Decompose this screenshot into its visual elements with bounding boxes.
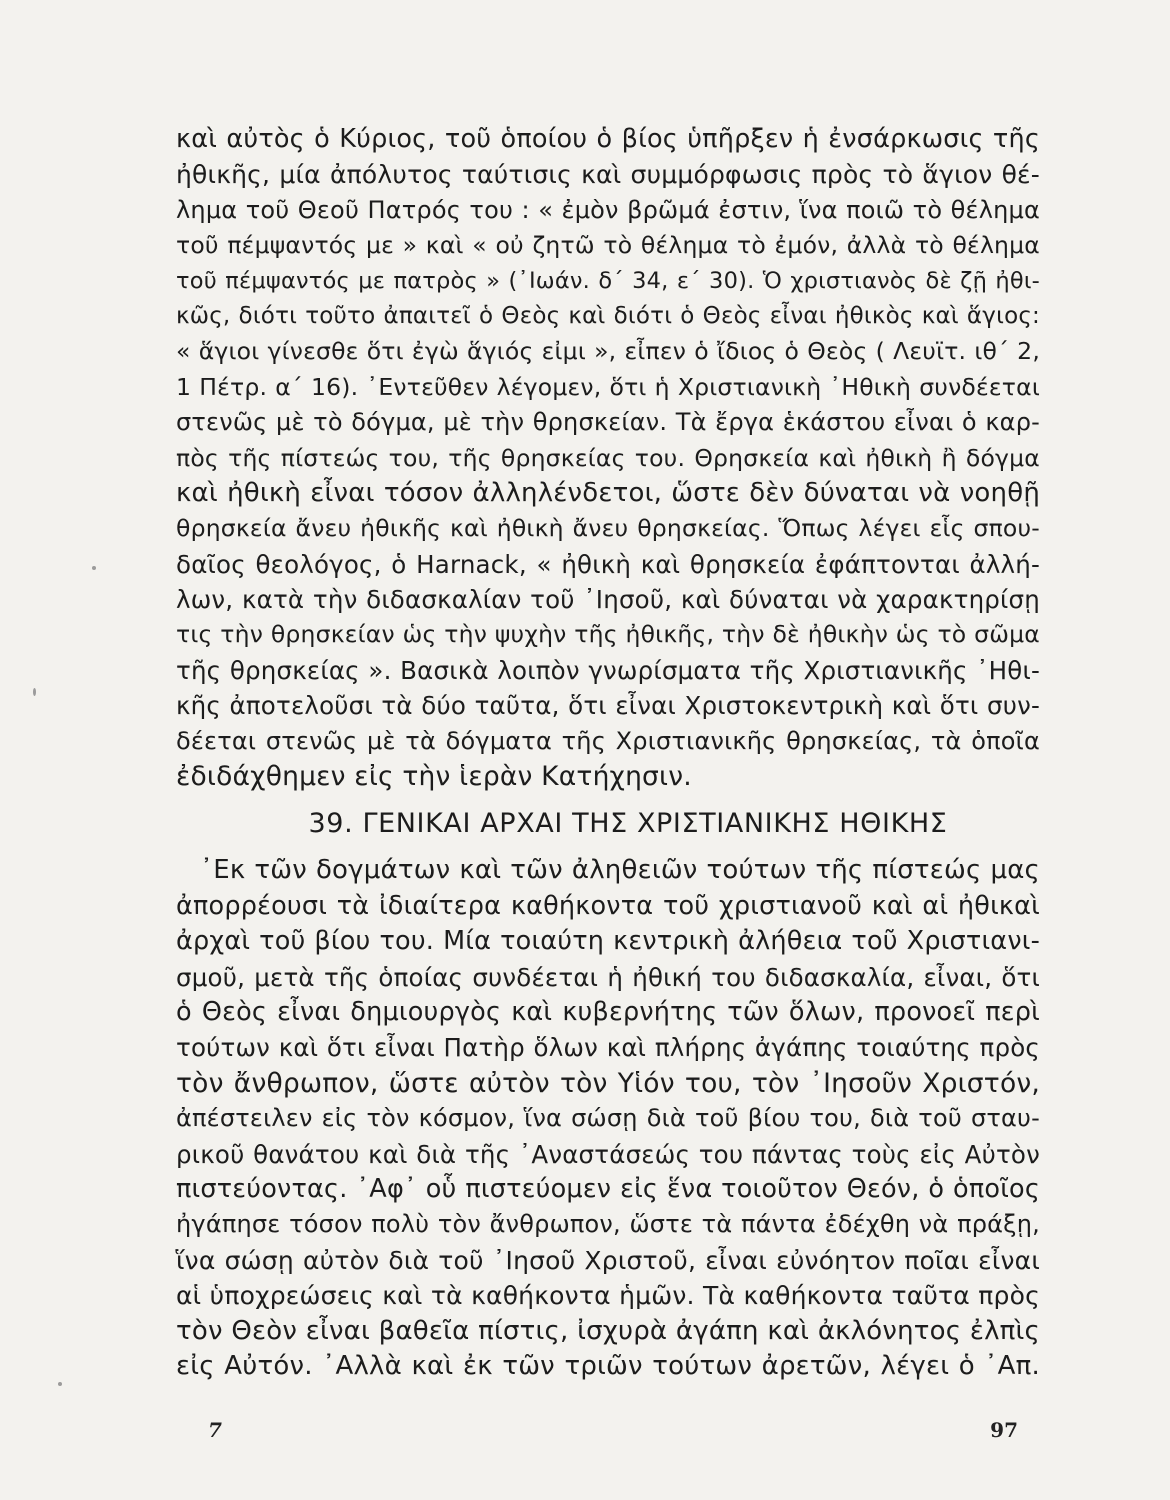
text-line: κῆς ἀποτελοῦσι τὰ δύο ταῦτα, ὅτι εἶναι Χριστοκεντρικὴ καὶ ὅτι συν- xyxy=(176,691,1040,721)
text-line: κῶς, διότι τοῦτο ἀπαιτεῖ ὁ Θεὸς καὶ διότι ὁ Θεὸς εἶναι ἠθικὸς καὶ ἅγιος: xyxy=(176,302,1040,329)
text-line: λημα τοῦ Θεοῦ Πατρός του : « ἐμὸν βρῶμά ἐστιν, ἵνα ποιῶ τὸ θέλημα xyxy=(176,195,1040,224)
paper-speck xyxy=(58,1382,62,1386)
paper-speck xyxy=(92,566,96,570)
text-block xyxy=(176,122,1040,1384)
text-line: 1 Πέτρ. α΄ 16). ᾿Εντεῦθεν λέγομεν, ὅτι ἡ Χριστιανικὴ ᾿Ηθικὴ συνδέεται xyxy=(176,372,1040,401)
text-line: δαῖος θεολόγος, ὁ Harnack, « ἠθικὴ καὶ θρησκεία ἐφάπτονται ἀλλή- xyxy=(176,549,1040,579)
text-line: τῆς θρησκείας ». Βασικὰ λοιπὸν γνωρίσματα τῆς Χριστιανικῆς ᾿Ηθι- xyxy=(176,655,1040,685)
text-line: ὁ Θεὸς εἶναι δημιουργὸς καὶ κυβερνήτης τῶν ὅλων, προνοεῖ περὶ xyxy=(176,996,1040,1027)
section-heading: 39. ΓΕΝΙΚΑΙ ΑΡΧΑΙ ΤΗΣ ΧΡΙΣΤΙΑΝΙΚΗΣ ΗΘΙΚΗΣ xyxy=(308,808,948,840)
text-line: ἠγάπησε τόσον πολὺ τὸν ἄνθρωπον, ὥστε τὰ πάντα ἐδέχθη νὰ πράξῃ, xyxy=(176,1210,1040,1239)
text-line: ἀρχαὶ τοῦ βίου του. Μία τοιαύτη κεντρικὴ ἀλήθεια τοῦ Χριστιανι- xyxy=(176,926,1040,957)
text-line: τις τὴν θρησκείαν ὡς τὴν ψυχὴν τῆς ἠθικῆς, τὴν δὲ ἠθικὴν ὡς τὸ σῶμα xyxy=(176,620,1040,649)
signature-mark: 7 xyxy=(208,1418,222,1442)
text-line: καὶ ἠθικὴ εἶναι τόσον ἀλληλένδετοι, ὥστε δὲν δύναται νὰ νοηθῇ xyxy=(176,477,1040,508)
text-line: ἀπορρέουσι τὰ ἰδιαίτερα καθήκοντα τοῦ χριστιανοῦ καὶ αἱ ἠθικαὶ xyxy=(176,890,1040,921)
text-line: αἱ ὑποχρεώσεις καὶ τὰ καθήκοντα ἡμῶν. Τὰ καθήκοντα ταῦτα πρὸς xyxy=(176,1281,1040,1311)
text-line: θρησκεία ἄνευ ἠθικῆς καὶ ἠθικὴ ἄνευ θρησκείας. Ὅπως λέγει εἷς σπου- xyxy=(176,514,1040,543)
text-line: ἵνα σώσῃ αὐτὸν διὰ τοῦ ᾿Ιησοῦ Χριστοῦ, εἶναι εὐνόητον ποῖαι εἶναι xyxy=(176,1245,1040,1275)
text-line: σμοῦ, μετὰ τῆς ὁποίας συνδέεται ἡ ἠθική του διδασκαλία, εἶναι, ὅτι xyxy=(176,962,1040,992)
text-line: ρικοῦ θανάτου καὶ διὰ τῆς ᾿Αναστάσεώς του πάντας τοὺς εἰς Αὐτὸν xyxy=(176,1139,1040,1169)
text-line: « ἅγιοι γίνεσθε ὅτι ἐγὼ ἅγιός εἰμι », εἶπεν ὁ ἴδιος ὁ Θεὸς ( Λευϊτ. ιθ΄ 2, xyxy=(176,337,1040,366)
paper-speck xyxy=(33,688,36,696)
page-number: 97 xyxy=(990,1418,1018,1442)
text-line: τούτων καὶ ὅτι εἶναι Πατὴρ ὅλων καὶ πλήρης ἀγάπης τοιαύτης πρὸς xyxy=(176,1033,1040,1063)
text-line: ἀπέστειλεν εἰς τὸν κόσμον, ἵνα σώσῃ διὰ τοῦ βίου του, διὰ τοῦ σταυ- xyxy=(176,1104,1040,1133)
text-line: εἰς Αὐτόν. ᾿Αλλὰ καὶ ἐκ τῶν τριῶν τούτων ἀρετῶν, λέγει ὁ ᾿Απ. xyxy=(176,1350,1040,1381)
text-line: καὶ αὐτὸς ὁ Κύριος, τοῦ ὁποίου ὁ βίος ὑπῆρξεν ἡ ἐνσάρκωσις τῆς xyxy=(176,124,1040,154)
text-line: πιστεύοντας. ᾿Αφ᾿ οὗ πιστεύομεν εἰς ἕνα τοιοῦτον Θεόν, ὁ ὁποῖος xyxy=(176,1173,1040,1204)
text-line: δέεται στενῶς μὲ τὰ δόγματα τῆς Χριστιανικῆς θρησκείας, τὰ ὁποῖα xyxy=(176,726,1040,755)
text-line: τοῦ πέμψαντός με » καὶ « οὐ ζητῶ τὸ θέλημα τὸ ἐμόν, ἀλλὰ τὸ θέλημα xyxy=(176,231,1040,260)
paragraph-1 xyxy=(176,122,1040,794)
text-line: λων, κατὰ τὴν διδασκαλίαν τοῦ ᾿Ιησοῦ, καὶ δύναται νὰ χαρακτηρίσῃ xyxy=(176,585,1040,615)
text-line: τὸν Θεὸν εἶναι βαθεῖα πίστις, ἰσχυρὰ ἀγάπη καὶ ἀκλόνητος ἐλπὶς xyxy=(176,1315,1040,1346)
text-line: ᾿Εκ τῶν δογμάτων καὶ τῶν ἀληθειῶν τούτων τῆς πίστεώς μας xyxy=(200,855,1040,886)
text-line: πὸς τῆς πίστεώς του, τῆς θρησκείας του. Θρησκεία καὶ ἠθικὴ ἢ δόγμα xyxy=(176,443,1040,472)
text-line: ἠθικῆς, μία ἀπόλυτος ταύτισις καὶ συμμόρφωσις πρὸς τὸ ἅγιον θέ- xyxy=(176,160,1040,190)
paragraph-2 xyxy=(176,853,1040,1384)
text-line: ἐδιδάχθημεν εἰς τὴν ἱερὰν Κατήχησιν. xyxy=(176,761,692,793)
text-line: στενῶς μὲ τὸ δόγμα, μὲ τὴν θρησκείαν. Τὰ ἔργα ἑκάστου εἶναι ὁ καρ- xyxy=(176,408,1040,437)
text-line: τοῦ πέμψαντός με πατρὸς » (᾿Ιωάν. δ΄ 34, ε΄ 30). Ὁ χριστιανὸς δὲ ζῇ ἠθι- xyxy=(176,267,1040,294)
text-line: τὸν ἄνθρωπον, ὥστε αὐτὸν τὸν Υἱόν του, τὸν ᾿Ιησοῦν Χριστόν, xyxy=(176,1067,1040,1099)
